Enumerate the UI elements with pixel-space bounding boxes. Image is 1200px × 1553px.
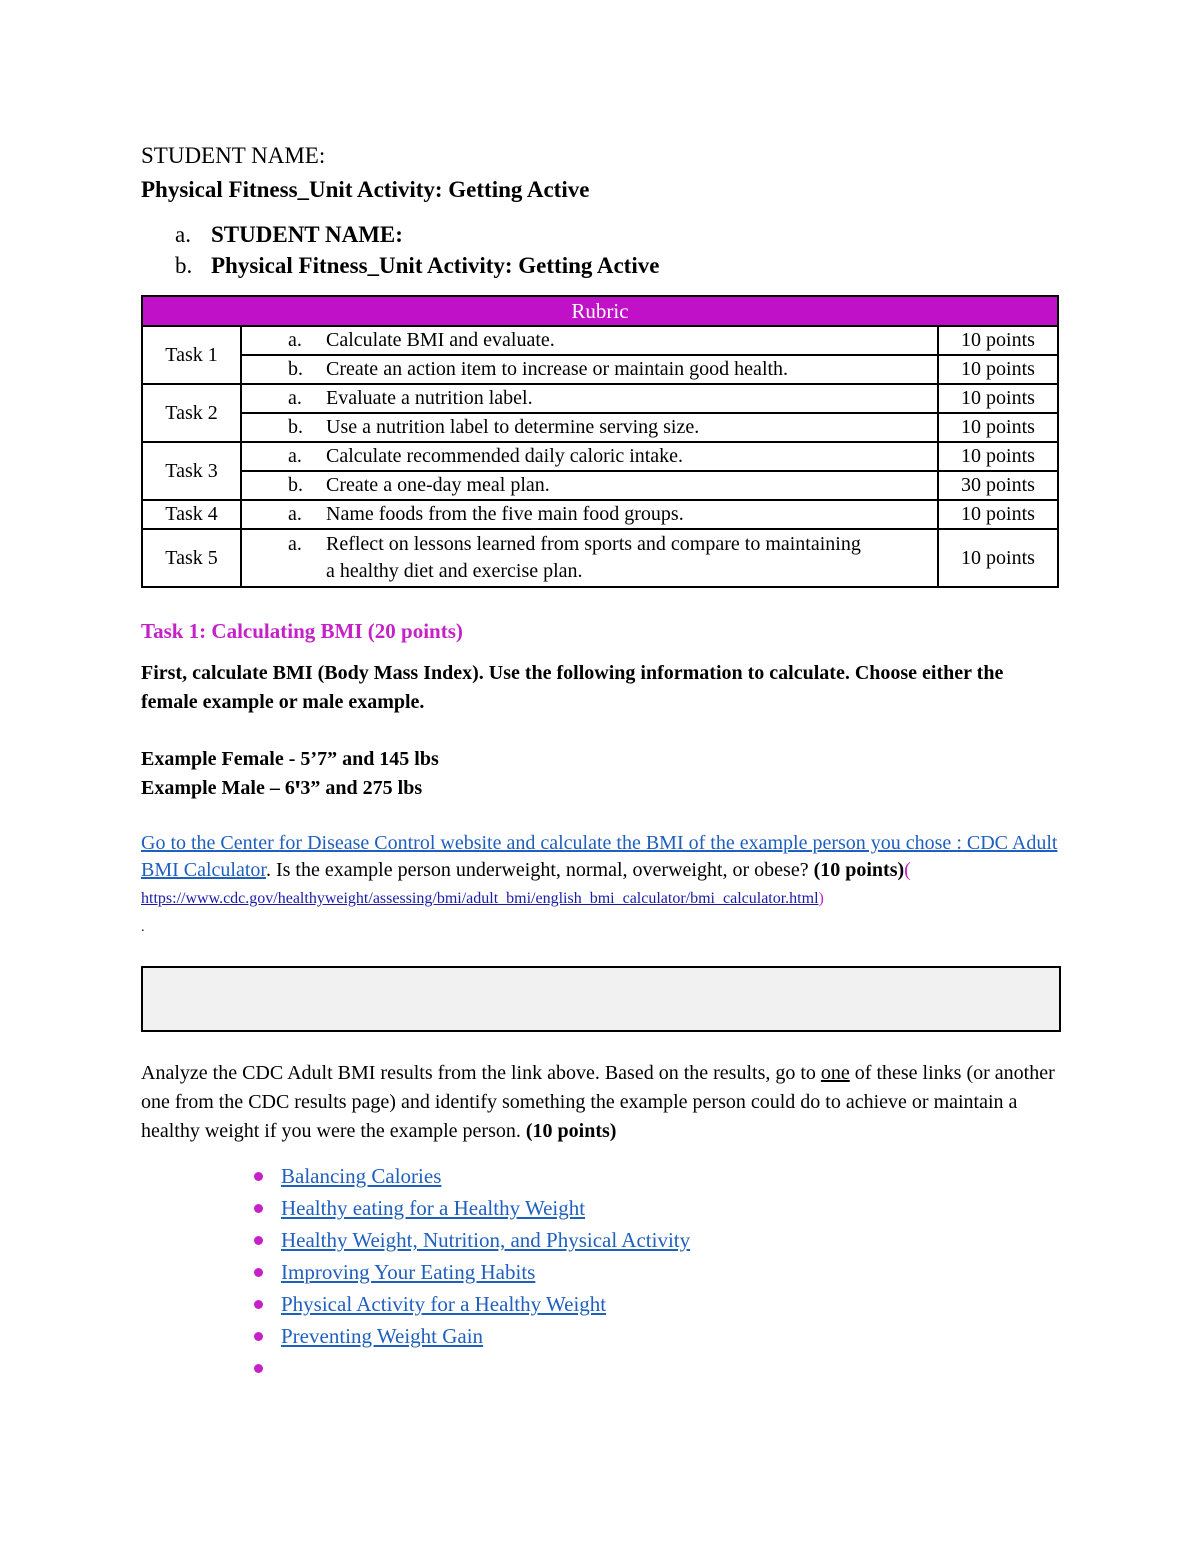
task1-instructions: First, calculate BMI (Body Mass Index). Use the following information to calculate. Choose either the female example or male example. [141,662,1004,713]
bullet-icon [254,1204,263,1213]
table-row [142,500,1058,529]
item-points: 30 points [938,471,1058,500]
item-text: Calculate recommended daily caloric intake. [326,445,684,467]
cdc-calculator-link[interactable]: Go to the Center for Disease Control website and calculate the BMI of the example person you chose : CDC Adult BMI Calculator [141,832,1058,881]
link-improving-eating-habits[interactable]: Improving Your Eating Habits [281,1260,536,1284]
table-row [142,529,1058,587]
cdc-points: (10 points) [813,859,905,881]
task-item [241,442,938,471]
table-row [142,413,1058,442]
table-row [142,471,1058,500]
student-name-heading: STUDENT NAME: [141,143,326,168]
task-label: Task 3 [142,442,241,500]
analyze-text-pre: Analyze the CDC Adult BMI results from the link above. Based on the results, go to [141,1062,821,1084]
list-item [249,1352,690,1384]
list-item [249,1256,690,1288]
task-item [241,500,938,529]
cdc-paragraph [141,830,1061,941]
link-balancing-calories[interactable]: Balancing Calories [281,1164,442,1188]
table-row [142,355,1058,384]
bullet-icon [254,1172,263,1181]
list-item [249,1192,690,1224]
list-item [249,1288,690,1320]
url-open-paren: ( [904,859,911,881]
link-preventing-weight-gain[interactable]: Preventing Weight Gain [281,1324,484,1348]
task-item [241,529,938,587]
example-male: Example Male – 6ꞌ3” and 275 lbs [141,777,423,799]
link-physical-activity[interactable]: Physical Activity for a Healthy Weight [281,1292,607,1316]
link-healthy-eating[interactable]: Healthy eating for a Healthy Weight [281,1196,586,1220]
list-item [249,1224,690,1256]
item-text: Evaluate a nutrition label. [326,387,533,409]
analyze-one: one [820,1062,850,1084]
item-marker: a. [288,387,302,409]
item-text: Create an action item to increase or maintain good health. [326,358,789,380]
bullet-icon [254,1268,263,1277]
table-row [142,384,1058,413]
item-text: Use a nutrition label to determine serving size. [326,416,700,438]
task-label: Task 1 [142,326,241,384]
item-points: 10 points [938,384,1058,413]
analyze-paragraph [141,1059,1061,1146]
task-label: Task 4 [142,500,241,529]
item-marker: a. [288,503,302,525]
item-marker: b. [288,358,303,380]
rubric-header: Rubric [142,296,1058,326]
item-points: 10 points [938,355,1058,384]
analyze-text-post: of these links (or another one from the CDC results page) and identify something the example person could do to achieve or maintain a healthy weight if you were the example person. [141,1062,1055,1142]
task-item [241,384,938,413]
item-text: Calculate BMI and evaluate. [326,329,555,351]
cdc-question: . Is the example person underweight, normal, overweight, or obese? [265,859,809,881]
list-item [249,1320,690,1352]
list-item-text: Physical Fitness_Unit Activity: Getting Active [211,253,660,278]
item-text: Name foods from the five main food groups. [326,503,684,525]
analyze-points: (10 points) [525,1120,617,1142]
bullet-icon [254,1300,263,1309]
item-text: Create a one-day meal plan. [326,474,550,496]
item-points: 10 points [938,326,1058,355]
cdc-url-link[interactable]: https://www.cdc.gov/healthyweight/assessing/bmi/adult_bmi/english_bmi_calculator/bmi_calculator.html [141,890,819,907]
bullet-icon [254,1332,263,1341]
task-item [241,471,938,500]
rubric-table [141,295,1059,588]
item-points: 10 points [938,442,1058,471]
task1-title: Task 1: Calculating BMI (20 points) [141,619,463,643]
table-row [142,442,1058,471]
link-healthy-weight-nutrition[interactable]: Healthy Weight, Nutrition, and Physical Activity [281,1228,691,1252]
task-item [241,413,938,442]
task-item [241,355,938,384]
header-list-item-a [175,221,403,249]
bullet-icon [254,1364,263,1373]
list-item [249,1160,690,1192]
task-label: Task 5 [142,529,241,587]
activity-title: Physical Fitness_Unit Activity: Getting Active [141,177,590,202]
item-points: 10 points [938,500,1058,529]
item-points: 10 points [938,529,1058,587]
list-marker: b. [175,253,193,278]
table-row [142,326,1058,355]
item-marker: a. [288,533,302,555]
item-marker: a. [288,445,302,467]
resource-links-list [249,1160,690,1384]
task-item [241,326,938,355]
example-female: Example Female - 5’7” and 145 lbs [141,748,439,770]
header-list-item-b [175,252,659,280]
item-marker: b. [288,474,303,496]
bullet-icon [254,1236,263,1245]
task-label: Task 2 [142,384,241,442]
list-marker: a. [175,222,191,247]
item-text: Reflect on lessons learned from sports and compare to maintaining a healthy diet and exercise plan. [326,533,861,582]
item-points: 10 points [938,413,1058,442]
list-item-text: STUDENT NAME: [211,222,403,247]
item-marker: a. [288,329,302,351]
url-close-paren: ) [818,890,824,907]
answer-text-box[interactable] [141,966,1061,1032]
trailing-dot: . [141,920,145,935]
item-marker: b. [288,416,303,438]
